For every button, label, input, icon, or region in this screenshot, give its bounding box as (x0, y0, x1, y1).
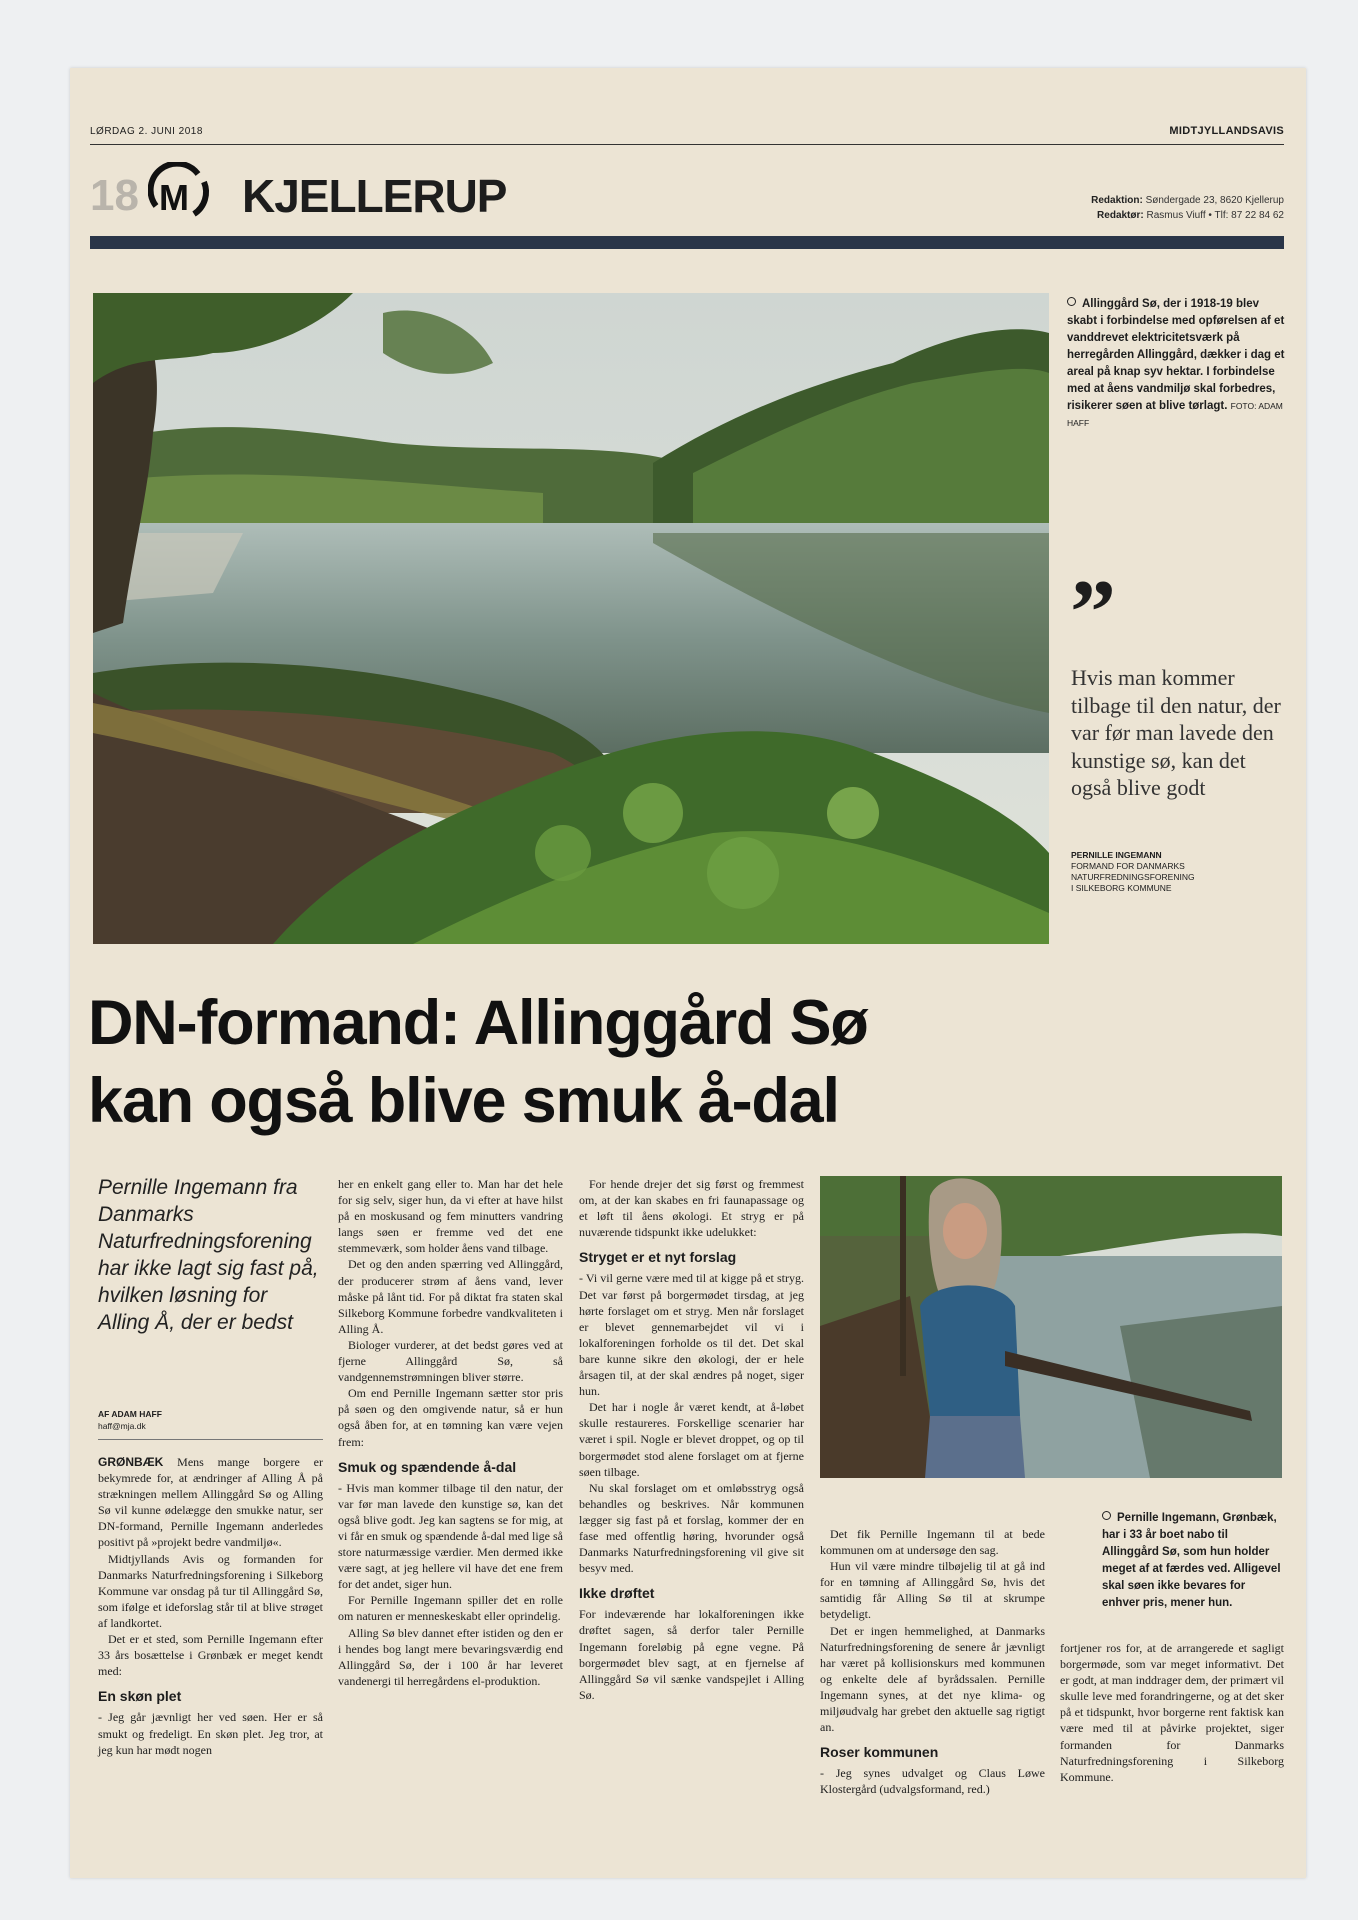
newspaper-page (70, 68, 1306, 1878)
caption-bullet-icon (1067, 297, 1076, 306)
article-column-2 (338, 1176, 563, 1689)
subheading: Roser kommunen (820, 1744, 939, 1761)
paragraph: For hende drejer det sig først og fremmest om, at der kan skabes en fri faunapassage og et løft til åens økologi. Et stryg er på nuværende tidspunkt ikke udelukket: (579, 1177, 804, 1240)
portrait-caption-text: Pernille Ingemann, Grønbæk, har i 33 år boet nabo til Allinggård Sø, som hun holder meget af at færdes ved. Alligevel skal søen ikke bevares for enhver pris, mener hun. (1102, 1512, 1281, 1609)
article-column-3 (579, 1176, 804, 1703)
subheading: Stryget er et nyt forslag (579, 1249, 737, 1266)
paragraph: Det fik Pernille Ingemann til at bede kommunen om at undersøge den sag. (820, 1527, 1045, 1558)
lead-text: Pernille Ingemann fra Danmarks Naturfredningsforening har ikke lagt sig fast på, hvilken løsning for Alling Å, der er bedst (98, 1176, 319, 1334)
paragraph: Hun vil være mindre tilbøjelig til at gå ind for en tømning af Allinggård Sø, hvis det samtidig får Alling Sø til at skrumpe betydeligt. (820, 1559, 1045, 1622)
paragraph-text: Mens mange borgere er bekymrede for, at ændringer af Alling Å på strækningen mellem Allinggård Sø og Alling Sø vil kunne ødelægge den smukke natur, ser DN-formand, Pernille Ingemann anderledes positivt på »projekt bedre vandmiljø«. (98, 1455, 323, 1550)
headline (88, 984, 1048, 1140)
portrait-caption (1102, 1510, 1286, 1612)
paragraph (98, 1454, 323, 1551)
paragraph: Det er ingen hemmelighed, at Danmarks Naturfredningsforening de senere år jævnligt har været på kollisionskurs med kommunen og enkelte dele af byrådssalen. Pernille Ingemann synes, at det nye klima- og miljøudvalg har grebet den aktuelle sag rigtigt an. (820, 1623, 1045, 1735)
paragraph: Midtjyllands Avis og formanden for Danmarks Naturfredningsforening i Silkeborg Kommune var onsdag på tur til Allinggård Sø, som ifølge et ideforslag står til at blive strøget af landkortet. (98, 1551, 323, 1630)
byline-email: haff@mja.dk (98, 1421, 146, 1431)
quote-title-1: FORMAND FOR DANMARKS (1071, 861, 1185, 871)
article-column-1 (98, 1454, 323, 1758)
redaktor-value: Rasmus Viuff • Tlf: 87 22 84 62 (1146, 210, 1284, 221)
paper-logo-icon (148, 162, 212, 222)
page-number: 18 (90, 171, 139, 220)
subheading: En skøn plet (98, 1688, 182, 1705)
redaktion-info (1091, 193, 1284, 223)
byline-author: AF ADAM HAFF (98, 1409, 162, 1419)
quote-title-2: NATURFREDNINGSFORENING (1071, 872, 1195, 882)
subheading: Ikke drøftet (579, 1585, 655, 1602)
quote-mark-icon: ” (1070, 561, 1116, 663)
paragraph: her en enkelt gang eller to. Man har det hele for sig selv, siger hun, da vi efter at have hilst på en moskusand og fem minutters vandring langs søen er fremme ved det ene stemmeværk, som holder åens vand tilbage. (338, 1177, 563, 1256)
byline (98, 1408, 162, 1432)
section-title: KJELLERUP (242, 170, 507, 222)
paragraph: Det er et sted, som Pernille Ingemann efter 33 års bosættelse i Grønbæk er meget kendt med: (98, 1632, 323, 1679)
subheading: Smuk og spændende å-dal (338, 1458, 517, 1475)
paragraph: fortjener ros for, at de arrangerede et sagligt borgermøde, som var meget informativt. Det er godt, at man inddrager dem, der primært vil skulle leve med forandringerne, og at det sker på et tidspunkt, hvor borgerne rent faktisk kan være med til at påvirke projektet, siger formanden for Danmarks Naturfredningsforening i Silkeborg Kommune. (1060, 1641, 1284, 1784)
paragraph: - Hvis man kommer tilbage til den natur, der var før man lavede den kunstige sø, kan det også blive godt. Jeg kan sagtens se for mig, at vi får en smuk og spændende å-dal med lige så store naturmæssige værdier. Men dermed ikke være sagt, at jeg hellere vil have det ene frem for det andet, siger hun. (338, 1480, 563, 1592)
pull-quote: Hvis man kommer tilbage til den natur, der var før man lavede den kunstige sø, kan det også blive godt (1071, 665, 1281, 800)
byline-rule (98, 1439, 323, 1440)
portrait-photo (820, 1176, 1282, 1478)
lake-photo (93, 293, 1049, 944)
header-band (90, 236, 1284, 249)
logo-letter: M (159, 177, 189, 218)
redaktor-label: Redaktør: (1097, 210, 1144, 221)
redaktion-value: Søndergade 23, 8620 Kjellerup (1145, 195, 1284, 206)
quote-name: PERNILLE INGEMANN (1071, 850, 1162, 860)
paragraph: Det og den anden spærring ved Allinggård, der producerer strøm af åens vand, lever måske på lånt tid. For på diktat fra staten skal Silkeborg Kommune forbedre vandkvaliteten i Alling Å. (338, 1257, 563, 1336)
article-column-5 (1060, 1640, 1284, 1785)
headline-line-2: kan også blive smuk å-dal (88, 1066, 839, 1136)
paragraph: For Pernille Ingemann spiller det en rolle om naturen er menneskeskabt eller oprindelig. (338, 1593, 563, 1624)
dateline: LØRDAG 2. JUNI 2018 (90, 126, 203, 137)
paragraph: - Jeg går jævnligt her ved søen. Her er så smukt og fredeligt. En skøn plet. Jeg tror, at jeg kun har mødt nogen (98, 1710, 323, 1757)
paragraph: Biologer vurderer, at det bedst gøres ved at fjerne Allinggård Sø, så vandgennemstrømningen bliver større. (338, 1337, 563, 1385)
headline-line-1: DN-formand: Allinggård Sø (88, 988, 868, 1058)
quote-title-3: I SILKEBORG KOMMUNE (1071, 883, 1172, 893)
quote-attribution (1071, 850, 1271, 894)
caption-bullet-icon (1102, 1511, 1111, 1520)
paragraph: Nu skal forslaget om et omløbsstryg også behandles og beskrives. Når kommunen lægger sig fast på et forslag, kommer der en fase med offentlig høring, hvorunder også Danmarks Naturfredningsforening vil give sit besyv med. (579, 1480, 804, 1576)
paragraph: Om end Pernille Ingemann sætter stor pris på søen og den omgivende natur, så er hun også åben for, at en tømning kan være vejen frem: (338, 1386, 563, 1449)
main-caption-text: Allinggård Sø, der i 1918-19 blev skabt i forbindelse med opførelsen af et vanddrevet elektricitetsværk på herregården Allinggård, dækker i dag et areal på knap syv hektar. I forbindelse med at åens vandmiljø skal forbedres, risikerer søen at blive tørlagt. (1067, 298, 1285, 412)
paragraph: - Jeg synes udvalget og Claus Løwe Klostergård (udvalgsformand, red.) (820, 1766, 1045, 1797)
main-photo-caption (1067, 296, 1285, 432)
paragraph: Det har i nogle år været kendt, at å-løbet skulle restaureres. Forskellige scenarier har været i spil. Nogle er blevet droppet, og op til borgermødet stod alene forslaget om at fjerne søen tilbage. (579, 1400, 804, 1479)
photo-credit: FOTO: ADAM HAFF (1067, 401, 1283, 428)
paper-name: MIDTJYLLANDSAVIS (1169, 125, 1284, 137)
paragraph: - Vi vil gerne være med til at kigge på et stryg. Det var først på borgermødet tirsdag, at jeg hørte forslaget om et stryg. Men når forslaget er blevet gennemarbejdet vil vi i lokalforeningen forholde os til det. Det skal bare kunne sikre den økologi, der er hele årsagen til, at der skal ændres på noget, siger hun. (579, 1271, 804, 1399)
paragraph: For indeværende har lokalforeningen ikke drøftet sagen, så derfor taler Pernille Ingemann foreløbig på egne vegne. På borgermødet blev sagt, at en fjernelse af Allinggård Sø vil sænke vandspejlet i Alling Sø. (579, 1607, 804, 1702)
redaktion-label: Redaktion: (1091, 195, 1143, 206)
paragraph: Alling Sø blev dannet efter istiden og den er i hendes bog langt mere bevaringsværdig end Allinggård Sø, der i 100 år har leveret vandenergi til herregårdens el-produktion. (338, 1625, 563, 1688)
kicker: GRØNBÆK (98, 1455, 164, 1469)
article-column-4 (820, 1526, 1045, 1798)
top-rule (90, 144, 1284, 145)
